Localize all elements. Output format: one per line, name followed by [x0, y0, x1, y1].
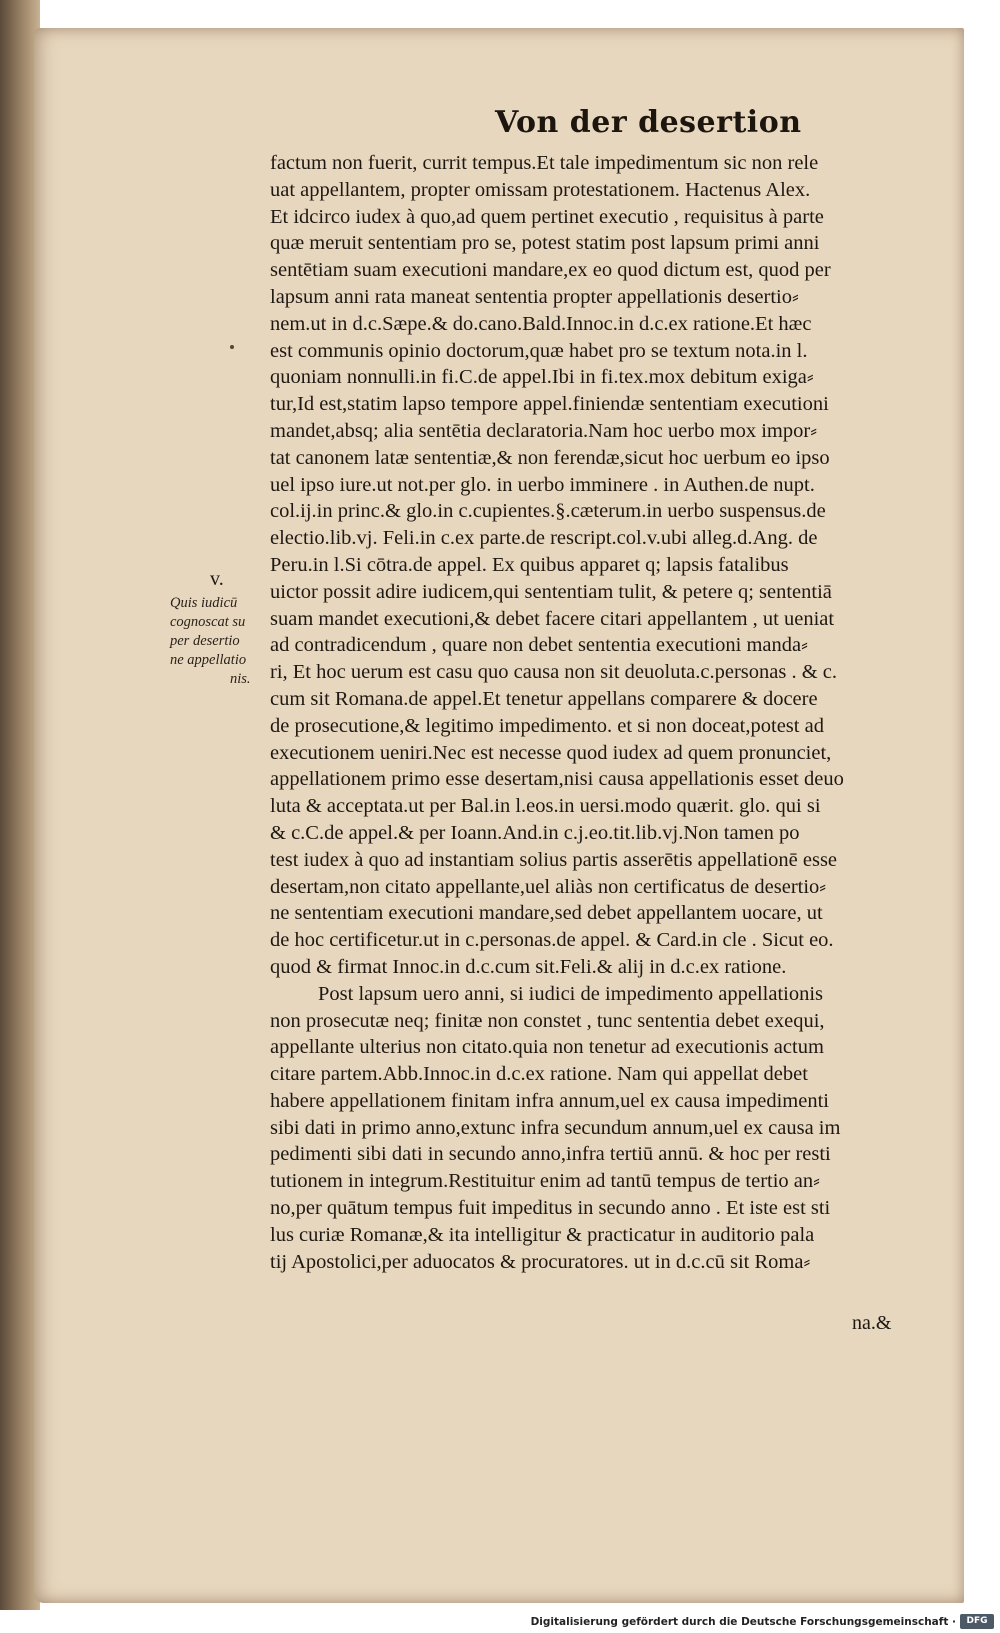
text-line: ne sententiam executioni mandare,sed debet appellantem uocare, ut: [270, 902, 823, 925]
text-line: tur,Id est,statim lapso tempore appel.finiendæ sententiam executioni: [270, 393, 829, 416]
text-line: & c.C.de appel.& per Ioann.And.in c.j.eo.tit.lib.vj.Non tamen po: [270, 821, 800, 844]
text-line: habere appellationem finitam infra annum,uel ex causa impedimenti: [270, 1089, 829, 1112]
text-line: desertam,non citato appellante,uel aliàs non certificatus de desertio⸗: [270, 875, 827, 898]
text-line: ri, Et hoc uerum est casu quo causa non sit deuoluta.c.personas . & c.: [270, 661, 838, 684]
text-line: electio.lib.vj. Feli.in c.ex parte.de rescript.col.v.ubi alleg.d.Ang. de: [270, 527, 818, 550]
text-line: de hoc certificetur.ut in c.personas.de appel. & Card.in cle . Sicut eo.: [270, 929, 834, 952]
text-line: luta & acceptata.ut per Bal.in l.eos.in uersi.modo quærit. glo. qui si: [270, 795, 821, 818]
text-line: col.ij.in princ.& glo.in c.cupientes.§.cæterum.in uerbo suspensus.de: [270, 500, 826, 523]
text-line: uel ipso iure.ut not.per glo. in uerbo imminere . in Authen.de nupt.: [270, 473, 815, 496]
text-line: lus curiæ Romanæ,& ita intelligitur & practicatur in auditorio pala: [270, 1223, 815, 1246]
text-line: lapsum anni rata maneat sententia propter appellationis desertio⸗: [270, 285, 799, 308]
text-line: cum sit Romana.de appel.Et tenetur appellans comparere & docere: [270, 687, 818, 710]
margin-note-line: cognoscat su: [170, 614, 246, 630]
text-line: quæ meruit sententiam pro se, potest statim post lapsum primi anni: [270, 232, 820, 255]
text-line: uat appellantem, propter omissam protestationem. Hactenus Alex.: [270, 178, 811, 201]
text-line: tat canonem latæ sententiæ,& non ferendæ,sicut hoc uerbum eo ipso: [270, 446, 830, 469]
text-line: appellationem primo esse desertam,nisi causa appellationis esset deuo: [270, 768, 844, 791]
margin-note-line: Quis iudicū: [170, 595, 238, 611]
dfg-logo: DFG: [960, 1614, 994, 1629]
text-line: factum non fuerit, currit tempus.Et tale impedimentum sic non rele: [270, 152, 819, 174]
text-line: Et idcirco iudex à quo,ad quem pertinet executio , requisitus à parte: [270, 205, 824, 228]
running-head: Von der desertion: [495, 105, 802, 140]
text-line: nem.ut in d.c.Sæpe.& do.cano.Bald.Innoc.in d.c.ex ratione.Et hæc: [270, 312, 812, 335]
text-line: quoniam nonnulli.in fi.C.de appel.Ibi in fi.tex.mox debitum exiga⸗: [270, 366, 814, 389]
text-line: non prosecutæ neq; finitæ non constet , tunc sententia debet exequi,: [270, 1009, 825, 1032]
text-line: uictor possit adire iudicem,qui sententiam tulit, & petere q; sententiā: [270, 580, 832, 603]
text-line: appellante ulterius non citato.quia non tenetur ad executionis actum: [270, 1036, 824, 1059]
margin-section-number: v.: [210, 568, 224, 590]
margin-note-line: ne appellatio: [170, 652, 247, 668]
text-line: sentētiam suam executioni mandare,ex eo quod dictum est, quod per: [270, 259, 831, 282]
ink-speck: [230, 345, 234, 349]
catchword: na.&: [852, 1312, 892, 1334]
text-line: test iudex à quo ad instantiam solius partis asserētis appellationē esse: [270, 848, 838, 871]
text-line: quod & firmat Innoc.in d.c.cum sit.Feli.& alij in d.c.ex ratione.: [270, 955, 787, 978]
text-line: mandet,absq; alia sentētia declaratoria.Nam hoc uerbo mox impor⸗: [270, 419, 818, 442]
text-line: tutionem in integrum.Restituitur enim ad tantū tempus de tertio an⸗: [270, 1170, 820, 1193]
margin-note: [170, 594, 265, 689]
text-line: tij Apostolici,per aduocatos & procuratores. ut in d.c.cū sit Roma⸗: [270, 1250, 811, 1273]
text-line: citare partem.Abb.Innoc.in d.c.ex ratione. Nam qui appellat debet: [270, 1063, 808, 1086]
margin-note-line: per desertio: [170, 633, 240, 649]
margin-note-line: nis.: [230, 671, 251, 687]
text-line: de prosecutione,& legitimo impedimento. et si non doceat,potest ad: [270, 714, 824, 737]
text-line: ad contradicendum , quare non debet sententia executioni manda⸗: [270, 634, 808, 657]
text-line: no,per quātum tempus fuit impeditus in secundo anno . Et iste est sti: [270, 1197, 831, 1220]
text-line: pedimenti sibi dati in secundo anno,infra tertiū annū. & hoc per resti: [270, 1143, 831, 1166]
text-line: Peru.in l.Si cōtra.de appel. Ex quibus apparet q; lapsis fatalibus: [270, 553, 789, 576]
text-line: Post lapsum uero anni, si iudici de impedimento appellationis: [318, 982, 824, 1005]
text-line: sibi dati in primo anno,extunc infra secundum annum,uel ex causa im: [270, 1116, 841, 1139]
text-line: suam mandet executioni,& debet facere citari appellantem , ut ueniat: [270, 607, 835, 630]
footer-credit: Digitalisierung gefördert durch die Deutsche Forschungsgemeinschaft ·: [530, 1616, 956, 1628]
body-text: [270, 150, 960, 1275]
text-line: est communis opinio doctorum,quæ habet pro se textum nota.in l.: [270, 339, 808, 362]
text-line: executionem ueniri.Nec est necesse quod iudex ad quem pronunciet,: [270, 741, 832, 764]
